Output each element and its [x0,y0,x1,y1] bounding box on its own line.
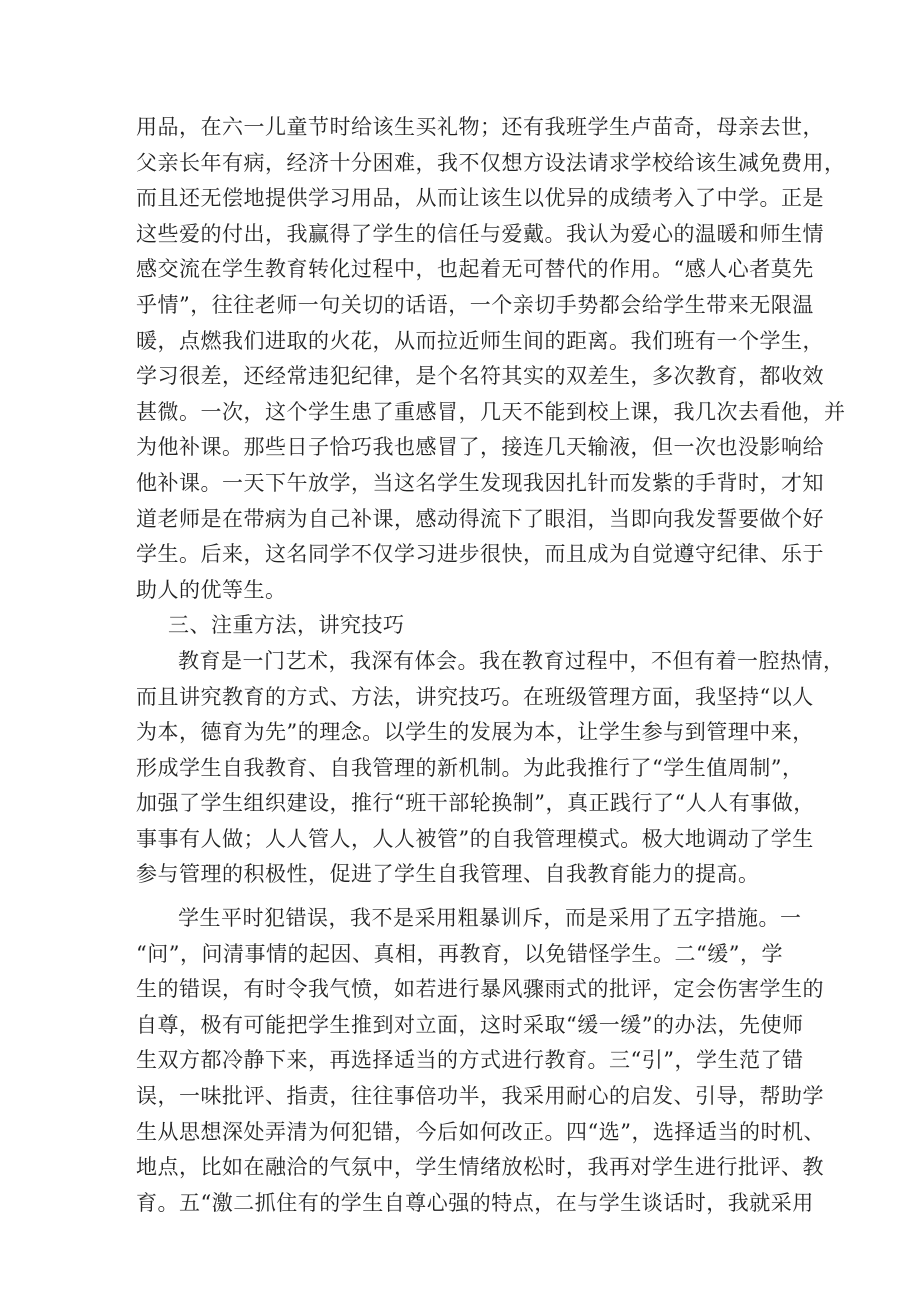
text-line: 生双方都冷静下来，再选择适当的方式进行教育。三“引”，学生范了错 [136,1048,804,1073]
text-line: 地点，比如在融洽的气氛中，学生情绪放松时，我再对学生进行批评、教 [136,1155,824,1180]
text-line: 父亲长年有病，经济十分困难，我不仅想方设法请求学校给该生减免费用， [136,150,846,175]
text-line: 甚微。一次，这个学生患了重感冒，几天不能到校上课，我几次去看他，并 [136,399,846,424]
document-body [136,110,846,1221]
text-line: 学习很差，还经常违犯纪律，是个名符其实的双差生，多次教育，都收效 [136,364,824,389]
text-line: 而且讲究教育的方式、方法，讲究技巧。在班级管理方面，我坚持“以人 [136,684,814,709]
text-line: 学生平时犯错误，我不是采用粗暴训斥，而是采用了五字措施。一 [178,906,802,931]
text-line: 误，一味批评、指责，往往事倍功半，我采用耐心的启发、引导，帮助学 [136,1084,824,1109]
text-line: 育。五“激二抓住有的学生自尊心强的特点，在与学生谈话时，我就采用 [136,1190,814,1215]
text-line: 用品，在六一儿童节时给该生买礼物；还有我班学生卢苗奇，母亲去世， [136,115,824,139]
text-line: 这些爱的付出，我赢得了学生的信任与爱戴。我认为爱心的温暖和师生情 [136,221,824,246]
text-line: 教育是一门艺术，我深有体会。我在教育过程中，不但有着一腔热情， [178,648,845,673]
text-line: 感交流在学生教育转化过程中，也起着无可替代的作用。“感人心者莫先 [136,257,814,282]
text-line: 参与管理的积极性，促进了学生自我管理、自我教育能力的提高。 [136,862,760,887]
text-line: 道老师是在带病为自己补课，感动得流下了眼泪，当即向我发誓要做个好 [136,506,824,531]
text-line: 学生。后来，这名同学不仅学习进步很快，而且成为自觉遵守纪律、乐于 [136,542,824,567]
text-line: “问”，问清事情的起因、真相，再教育，以免错怪学生。二“缓”，学 [136,941,783,966]
text-line: 加强了学生组织建设，推行“班干部轮换制”，真正践行了“人人有事做， [136,791,815,816]
text-line: 形成学生自我教育、自我管理的新机制。为此我推行了“学生值周制”， [136,755,804,780]
text-line: 助人的优等生。 [136,577,287,602]
text-line: 生的错误，有时令我气愤，如若进行暴风骤雨式的批评，定会伤害学生的 [136,977,824,1002]
text-line: 生从思想深处弄清为何犯错，今后如何改正。四“选”，选择适当的时机、 [136,1119,825,1144]
text-line: 暖，点燃我们进取的火花，从而拉近师生间的距离。我们班有一个学生， [136,328,824,353]
text-line: 他补课。一天下午放学，当这名学生发现我因扎针而发紫的手背时，才知 [136,470,824,495]
text-line: 为本，德育为先”的理念。以学生的发展为本，让学生参与到管理中来， [136,720,814,745]
section-heading: 三、注重方法，讲究技巧 [168,613,405,638]
text-line: 乎情”，往往老师一句关切的话语，一个亲切手势都会给学生带来无限温 [136,292,814,317]
text-line: 而且还无偿地提供学习用品，从而让该生以优异的成绩考入了中学。正是 [136,186,824,211]
text-line: 为他补课。那些日子恰巧我也感冒了，接连几天输液，但一次也没影响给 [136,435,824,460]
text-line: 自尊，极有可能把学生推到对立面，这时采取“缓一缓”的办法，先使师 [136,1012,804,1037]
text-line: 事事有人做；人人管人，人人被管”的自我管理模式。极大地调动了学生 [136,826,814,851]
